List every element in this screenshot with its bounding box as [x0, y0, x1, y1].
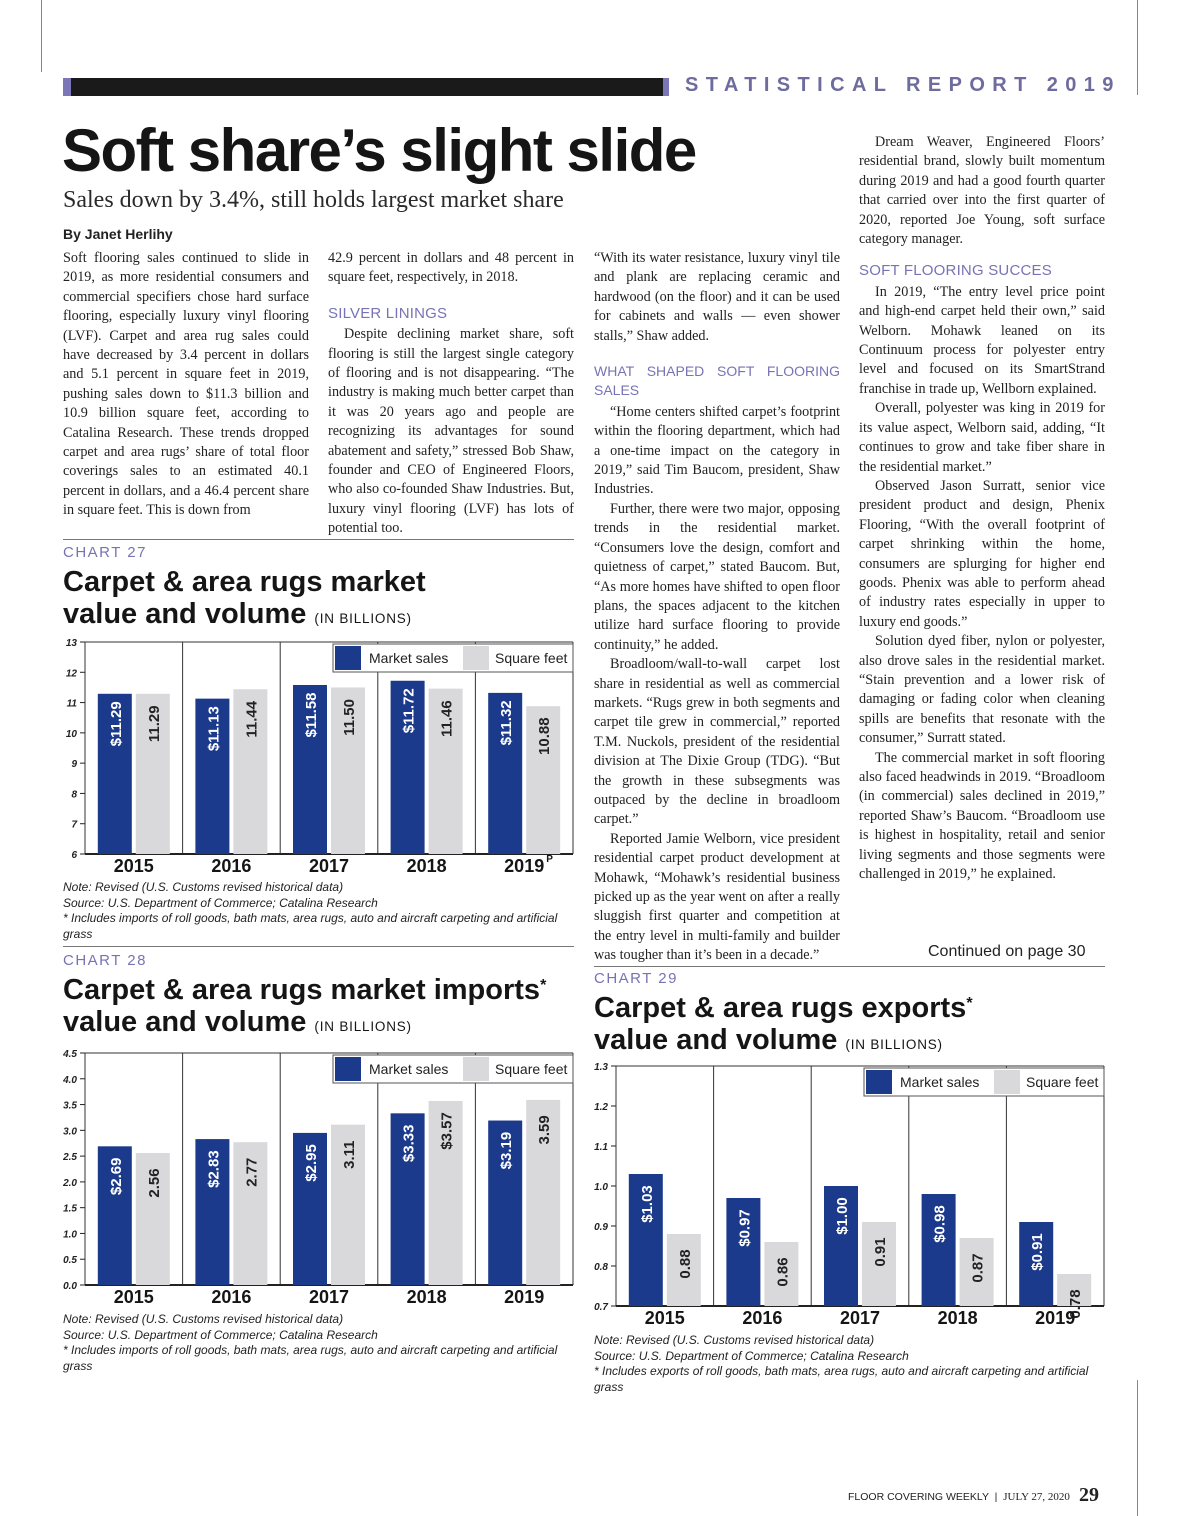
- chart-28-top-rule: [63, 946, 574, 947]
- legend-label-square-feet: Square feet: [1026, 1074, 1099, 1090]
- paragraph: Solution dyed fiber, nylon or polyester, also drove sales in the residential market. “Stain prevention and a lower risk of damaging or fading color when cleaning spills are benefits that resonate with the consumer,” Surratt stated.: [859, 633, 1105, 747]
- y-tick-label: 1.2: [594, 1102, 608, 1113]
- chart-source: Source: U.S. Department of Commerce; Catalina Research: [63, 1327, 378, 1342]
- chart-29-svg: [594, 1058, 1105, 1332]
- chart-note: Note: Revised (U.S. Customs revised historical data): [594, 1333, 875, 1347]
- legend-label-square-feet: Square feet: [495, 1061, 568, 1077]
- chart-title-line-2: value and volume: [63, 1006, 307, 1038]
- chart-source: Source: U.S. Department of Commerce; Catalina Research: [63, 895, 378, 910]
- chart-27: [63, 636, 574, 880]
- bar-value-label: 11.50: [341, 699, 358, 736]
- chart-27-svg: [63, 636, 574, 880]
- chart-unit: (IN BILLIONS): [314, 1019, 412, 1034]
- y-tick-label: 3.5: [63, 1100, 77, 1112]
- bar-value-label: 3.59: [536, 1115, 554, 1145]
- header-bar-accent-right: [663, 78, 669, 96]
- x-category-label: 2015: [644, 1308, 685, 1328]
- left-margin-rule: [41, 0, 42, 72]
- chart-title-asterisk: *: [966, 995, 973, 1012]
- paragraph: “Home centers shifted carpet’s footprint within the flooring department, which had a one-time impact on the category in 2019,” said Tim Baucom, president, Shaw Industries.: [594, 403, 840, 498]
- bar-value-label: $2.95: [303, 1144, 320, 1182]
- bar-value-label: 2.77: [243, 1157, 261, 1187]
- chart-note: Note: Revised (U.S. Customs revised historical data): [63, 880, 344, 894]
- bar-value-label: $11.13: [205, 706, 223, 752]
- chart-28-notes: [63, 1312, 575, 1374]
- section-heading: SILVER LININGS: [328, 304, 448, 322]
- bar-value-label: $0.91: [1029, 1233, 1047, 1271]
- legend-label-market-sales: Market sales: [369, 1061, 449, 1077]
- x-category-label: 2018: [406, 1287, 447, 1307]
- chart-unit: (IN BILLIONS): [845, 1037, 943, 1052]
- chart-title-line-1: Carpet & area rugs exports: [594, 992, 967, 1024]
- chart-29-top-rule: [594, 966, 1105, 967]
- x-category-label: 2018: [406, 856, 447, 876]
- legend-swatch-square-feet: [463, 646, 489, 670]
- y-tick-label: 11: [66, 698, 77, 710]
- article-column-3: [594, 249, 840, 966]
- paragraph: Soft flooring sales continued to slide in 2019, as more residential consumers and commercial specifiers chose hard surface flooring, especially luxury vinyl flooring (LVF). Carpet and area rug sales could have decreased by 3.4 percent in dollars and 5.1 percent in square feet in 2019, pushing sales down to $11.3 billion and 10.9 billion square feet, according to Catalina Research. These trends dropped carpet and area rugs’ share of total floor coverings sales to an estimated 40.1 percent in dollars, and a 46.4 percent share in square feet. This is down from: [63, 250, 309, 519]
- bar-value-label: $1.03: [638, 1185, 656, 1223]
- article-column-4: [859, 133, 1105, 884]
- y-tick-label: 4.0: [63, 1074, 77, 1086]
- bar-value-label: 0.88: [676, 1249, 694, 1279]
- chart-28-label: CHART 28: [63, 952, 147, 969]
- subheadline: Sales down by 3.4%, still holds largest market share: [63, 187, 564, 213]
- y-tick-label: 12: [65, 668, 77, 680]
- y-tick-label: 2.5: [63, 1152, 77, 1164]
- right-margin-rule-lower: [1137, 1380, 1138, 1516]
- chart-29-title: [594, 992, 973, 1061]
- y-tick-label: 2.0: [63, 1177, 77, 1189]
- x-category-label: 2017: [308, 1287, 350, 1307]
- page-number: 29: [1079, 1484, 1099, 1506]
- x-category-label: 2016: [742, 1308, 783, 1328]
- legend-swatch-market-sales: [335, 1057, 361, 1081]
- bar-value-label: 0.87: [969, 1253, 987, 1283]
- publication-name: FLOOR COVERING WEEKLY: [848, 1491, 989, 1503]
- x-category-label: 2018: [937, 1308, 978, 1328]
- x-category-label: 2019: [504, 856, 545, 876]
- paragraph: In 2019, “The entry level price point and high-end carpet held their own,” said Welborn. Mohawk leaned on its Continuum process for polyester entry level and focused on its SmartStrand franchise in trade up, Wellborn explained.: [859, 283, 1105, 397]
- y-tick-label: 10: [65, 728, 77, 740]
- y-tick-label: 4.5: [63, 1049, 77, 1060]
- bar-value-label: $11.72: [400, 688, 418, 734]
- bar-value-label: $3.57: [438, 1112, 456, 1150]
- bar-value-label: 2.56: [145, 1168, 163, 1198]
- x-category-superscript: P: [546, 854, 553, 865]
- bar-value-label: 11.46: [438, 700, 456, 737]
- x-category-label: 2016: [211, 856, 252, 876]
- article-column-2: [328, 249, 574, 539]
- chart-note: Note: Revised (U.S. Customs revised historical data): [63, 1312, 344, 1326]
- chart-title-asterisk: *: [540, 977, 547, 994]
- section-label: STATISTICAL REPORT 2019: [685, 74, 1121, 96]
- y-tick-label: 0.8: [594, 1262, 608, 1273]
- bar-value-label: 0.78: [1067, 1289, 1085, 1319]
- chart-source: Source: U.S. Department of Commerce; Catalina Research: [594, 1348, 909, 1363]
- bar-value-label: $3.19: [498, 1131, 516, 1170]
- y-tick-label: 7: [71, 819, 77, 831]
- y-tick-label: 6: [71, 850, 77, 861]
- continued-note: Continued on page 30: [928, 943, 1086, 960]
- header-bar-accent: [63, 78, 71, 96]
- chart-title-line-2: value and volume: [63, 598, 307, 630]
- y-tick-label: 3.0: [63, 1126, 77, 1138]
- chart-title-line-1: Carpet & area rugs market: [63, 566, 426, 598]
- legend-swatch-market-sales: [335, 646, 361, 670]
- legend-label-market-sales: Market sales: [900, 1074, 980, 1090]
- x-category-label: 2019: [1035, 1308, 1076, 1328]
- legend-label-market-sales: Market sales: [369, 650, 449, 666]
- legend-label-square-feet: Square feet: [495, 650, 568, 666]
- y-tick-label: 1.5: [63, 1203, 77, 1215]
- paragraph: Dream Weaver, Engineered Floors’ residential brand, slowly built momentum during 2019 and had a good fourth quarter that carried over into the first quarter of 2020, reported Joe Young, soft surface category manager.: [859, 134, 1105, 248]
- chart-28: [63, 1045, 574, 1311]
- byline: By Janet Herlihy: [63, 226, 173, 242]
- bar-value-label: 0.91: [872, 1237, 889, 1267]
- y-tick-label: 1.0: [63, 1229, 77, 1241]
- bar-value-label: 0.86: [774, 1257, 792, 1287]
- legend-swatch-market-sales: [866, 1070, 892, 1094]
- footer-separator: |: [994, 1491, 998, 1503]
- section-heading: SOFT FLOORING SUCCES: [859, 262, 1052, 280]
- chart-28-title: [63, 974, 546, 1043]
- paragraph: Despite declining market share, soft flooring is still the largest single category of flooring and is not disappearing. “The industry is making much better carpet than it was 20 years ago and people are recognizing its advantages for sound abatement and safety,” stressed Bob Shaw, founder and CEO of Engineered Floors, who also co-founded Shaw Industries. But, luxury vinyl flooring (LVF) has lots of potential too.: [328, 326, 574, 537]
- chart-29-label: CHART 29: [594, 970, 678, 987]
- legend-swatch-square-feet: [463, 1057, 489, 1081]
- bar-value-label: 3.11: [341, 1140, 358, 1169]
- chart-footnote: * Includes imports of roll goods, bath mats, area rugs, auto and aircraft carpeting and artificial grass: [63, 1343, 558, 1373]
- bar-value-label: $2.69: [107, 1157, 125, 1196]
- x-category-label: 2017: [839, 1308, 881, 1328]
- x-category-label: 2015: [113, 856, 154, 876]
- chart-27-title: [63, 566, 426, 635]
- x-category-label: 2016: [211, 1287, 252, 1307]
- paragraph: Observed Jason Surratt, senior vice president product and design, Phenix Flooring, “With the overall footprint of carpet shrinking within the home, consumers are splurging for higher end goods. Phenix was able to perform ahead of industry rates especially in upper to luxury end goods.”: [859, 477, 1105, 630]
- chart-27-notes: [63, 880, 575, 942]
- y-tick-label: 8: [71, 789, 77, 801]
- chart-27-label: CHART 27: [63, 544, 147, 561]
- right-margin-rule: [1137, 0, 1138, 95]
- page-footer: [848, 1491, 1070, 1503]
- bar-value-label: $2.83: [205, 1150, 223, 1188]
- paragraph: Reported Jamie Welborn, vice president residential carpet product development at Mohawk, “Mohawk’s residential business picked up as the year went on after a really sluggish first quarter and competition at the entry level in multi-family and builder was tougher than it’s been in a decade.”: [594, 830, 840, 964]
- headline: Soft share’s slight slide: [62, 117, 696, 184]
- bar-value-label: 10.88: [536, 717, 554, 755]
- y-tick-label: 1.0: [594, 1182, 608, 1193]
- x-category-label: 2017: [308, 856, 350, 876]
- section-heading: WHAT SHAPED SOFT FLOORING SALES: [594, 363, 840, 399]
- chart-28-svg: [63, 1045, 574, 1311]
- chart-title-line-2: value and volume: [594, 1024, 838, 1056]
- bar-value-label: $3.33: [400, 1124, 418, 1163]
- y-tick-label: 13: [65, 638, 77, 649]
- chart-27-top-rule: [63, 539, 574, 540]
- chart-footnote: * Includes exports of roll goods, bath mats, area rugs, auto and aircraft carpeting and artificial grass: [594, 1364, 1089, 1394]
- header-bar: [63, 78, 663, 96]
- chart-29: [594, 1058, 1105, 1332]
- paragraph: 42.9 percent in dollars and 48 percent in square feet, respectively, in 2018.: [328, 250, 574, 286]
- chart-footnote: * Includes imports of roll goods, bath mats, area rugs, auto and aircraft carpeting and artificial grass: [63, 911, 558, 941]
- bar-value-label: 11.29: [145, 705, 163, 743]
- paragraph: Overall, polyester was king in 2019 for its value aspect, Welborn said, adding, “It continues to grow and take fiber share in the residential market.”: [859, 400, 1105, 475]
- chart-unit: (IN BILLIONS): [314, 611, 412, 626]
- bar-value-label: $0.98: [931, 1205, 949, 1243]
- bar-value-label: $1.00: [834, 1197, 851, 1235]
- x-category-label: 2015: [113, 1287, 154, 1307]
- article-column-1: [63, 249, 309, 521]
- issue-date: JULY 27, 2020: [1003, 1491, 1070, 1503]
- paragraph: Broadloom/wall-to-wall carpet lost share in residential as well as commercial markets. “Rugs grew in both segments and carpet tile grew in commercial,” reported T.M. Nuckols, president of the residential division at The Dixie Group (TDG). “But the growth in these subsegments was outpaced by the decline in broadloom carpet.”: [594, 656, 840, 828]
- paragraph: Further, there were two major, opposing trends in the residential market. “Consumers love the design, comfort and quietness of carpet,” stated Baucom. But, “As more homes have shifted to open floor plans, the spaces adjacent to the kitchen utilize hard surface flooring to provide continuity,” he added.: [594, 500, 840, 653]
- bar-value-label: $11.32: [498, 700, 516, 746]
- y-tick-label: 9: [71, 759, 77, 771]
- y-tick-label: 0.9: [594, 1222, 608, 1233]
- paragraph: “With its water resistance, luxury vinyl tile and plank are replacing ceramic and hardwood (on the floor) and it can be used for cabinets and walls — even shower stalls,” Shaw added.: [594, 250, 840, 344]
- chart-title-line-1: Carpet & area rugs market imports: [63, 974, 541, 1006]
- legend-swatch-square-feet: [994, 1070, 1020, 1094]
- y-tick-label: 1.1: [594, 1142, 608, 1153]
- y-tick-label: 0.0: [63, 1281, 77, 1292]
- bar-value-label: $0.97: [736, 1209, 754, 1247]
- x-category-label: 2019: [504, 1287, 545, 1307]
- y-tick-label: 0.7: [594, 1302, 608, 1313]
- y-tick-label: 1.3: [594, 1062, 608, 1073]
- chart-29-notes: [594, 1333, 1106, 1395]
- paragraph: The commercial market in soft flooring also faced headwinds in 2019. “Broadloom (in commercial) sales declined in 2019,” reported Shaw’s Baucom. “Broadloom use is highest in hospitality, retail and senior living segments and those segments were challenged in 2019,” he explained.: [859, 749, 1105, 883]
- bar-value-label: $11.58: [303, 692, 320, 738]
- bar-value-label: $11.29: [107, 701, 125, 747]
- bar-value-label: 11.44: [243, 700, 261, 738]
- y-tick-label: 0.5: [63, 1255, 77, 1267]
